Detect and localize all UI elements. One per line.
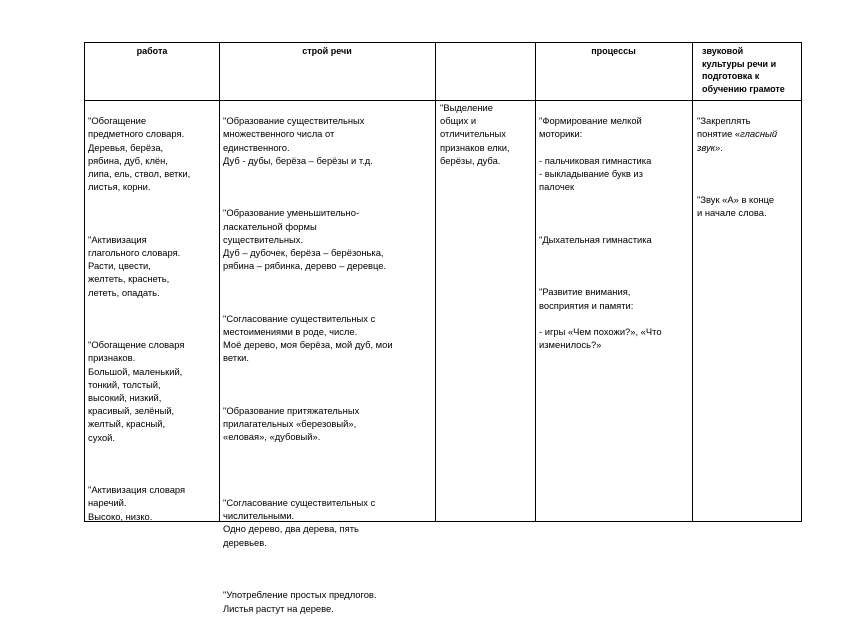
vowel-prefix: "Закреплять понятие «	[697, 115, 751, 140]
column-divider	[692, 43, 693, 521]
header-processes: процессы	[591, 46, 636, 56]
paragraph: "Образование притяжательных прилагательных «березовый», «еловая», «дубовый».	[223, 405, 360, 443]
column-divider	[535, 43, 536, 521]
paragraph: "Образование существительных множественного числа от единственного. Дуб - дубы, берёза – берёзы и т.д.	[223, 115, 373, 166]
cell-vocabulary-work	[88, 101, 218, 536]
header-speech-structure: строй речи	[302, 46, 352, 56]
paragraph: "Обогащение словаря признаков. Большой, маленький, тонкий, толстый, высокий, низкий, красивый, зелёный, желтый, красный, сухой.	[88, 339, 185, 443]
cell-sound-culture	[697, 101, 801, 233]
paragraph: "Согласование существительных с местоимениями в роде, числе. Моё дерево, моя берёза, мой дуб, мои ветки.	[223, 312, 393, 364]
paragraph: "Согласование существительных с числительными. Одно дерево, два дерева, пять деревьев.	[223, 497, 376, 548]
breathing-exercises: "Дыхательная гимнастика	[539, 233, 652, 245]
paragraph: "Употребление простых предлогов. Листья растут на дереве.	[223, 589, 377, 614]
header-sound-culture: звуковой культуры речи и подготовка к обучению грамоте	[702, 46, 785, 94]
vowel-term: гласный звук»	[697, 128, 778, 153]
column-divider	[219, 43, 220, 521]
cell-processes	[539, 101, 691, 365]
sound-a: "Звук «А» в конце и начале слова.	[697, 194, 775, 219]
attention-title: "Развитие внимания, восприятия и памяти:	[539, 286, 634, 311]
header-work: работа	[136, 46, 168, 56]
attention-items: - игры «Чем похожи?», «Что изменилось?»	[539, 326, 662, 351]
vowel-concept	[697, 114, 801, 154]
cell-features: "Выделение общих и отличительных признаков елки, берёзы, дуба.	[440, 102, 510, 166]
column-divider	[435, 43, 436, 521]
vowel-suffix: .	[720, 141, 723, 153]
paragraph: "Образование уменьшительно- ласкательной формы существительных. Дуб – дубочек, берёза – берёзонька, рябина – рябинка, дерево – деревце.	[223, 207, 387, 272]
paragraph: "Активизация словаря наречий. Высоко, низко.	[88, 484, 186, 522]
cell-speech-structure	[223, 101, 433, 628]
lesson-plan-table	[84, 42, 802, 614]
paragraph: "Обогащение предметного словаря. Деревья, берёза, рябина, дуб, клён, липа, ель, ствол, ветки, листья, корни.	[88, 115, 191, 193]
motor-skills-items: - пальчиковая гимнастика - выкладывание букв из палочек	[539, 154, 652, 193]
motor-skills-title: "Формирование мелкой моторики:	[539, 115, 642, 140]
paragraph: "Активизация глагольного словаря. Расти, цвести, желтеть, краснеть, лететь, опадать.	[88, 233, 181, 298]
